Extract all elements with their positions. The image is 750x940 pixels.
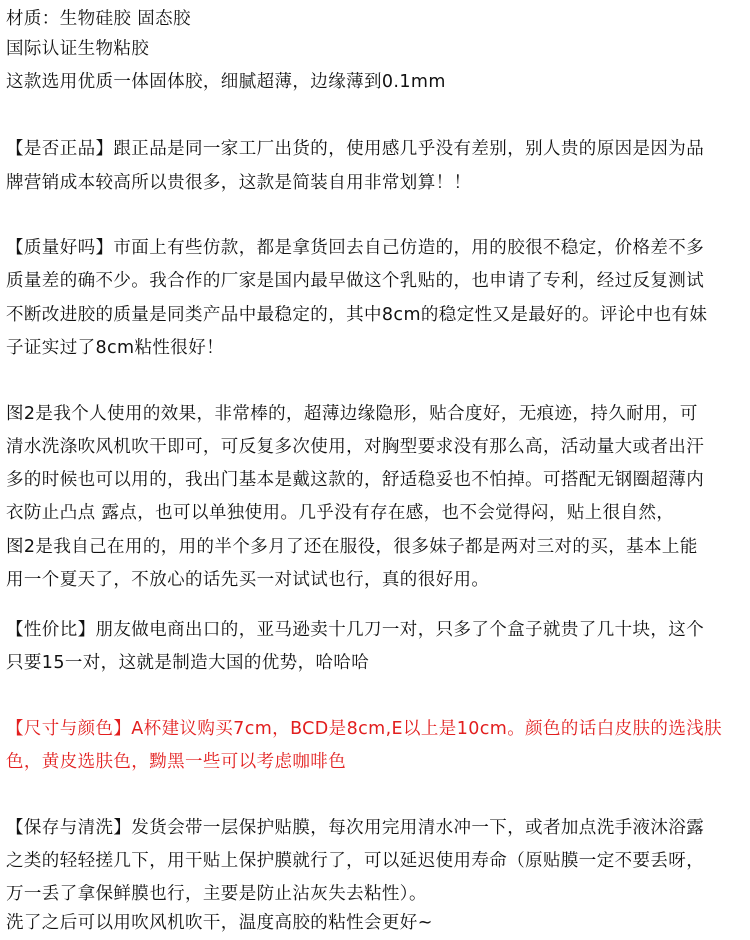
- care-paragraph-line-2: 之类的轻轻搓几下，用干贴上保护膜就行了，可以延迟使用寿命（原贴膜一定不要丢呀，: [6, 851, 705, 871]
- size-color-paragraph-line-1: 【尺寸与颜色】A杯建议购买7cm，BCD是8cm,E以上是10cm。颜色的话白皮肤的选浅肤: [6, 719, 723, 739]
- authenticity-paragraph-line-1: 【是否正品】跟正品是同一家工厂出货的，使用感几乎没有差别，别人贵的原因是因为品: [6, 139, 705, 159]
- care-paragraph-line-3: 万一丢了拿保鲜膜也行，主要是防止沾灰失去粘性）。: [6, 884, 427, 904]
- usage-paragraph-line-4: 衣防止凸点 露点，也可以单独使用。几乎没有存在感，也不会觉得闷，贴上很自然，: [6, 503, 675, 523]
- care-paragraph-line-4: 洗了之后可以用吹风机吹干，温度高胶的粘性会更好~: [6, 913, 433, 933]
- quality-paragraph-line-4: 子证实过了8cm粘性很好！: [6, 338, 225, 358]
- material-line: 材质：生物硅胶 固态胶: [6, 9, 191, 29]
- quality-paragraph-line-3: 不断改进胶的质量是同类产品中最稳定的，其中8cm的稳定性又是最好的。评论中也有妹: [6, 305, 708, 325]
- care-paragraph-line-1: 【保存与清洗】发货会带一层保护贴膜，每次用完用清水冲一下，或者加点洗手液沐浴露: [6, 818, 705, 838]
- glue-description-line: 这款选用优质一体固体胶，细腻超薄，边缘薄到0.1mm: [6, 72, 446, 92]
- value-paragraph-line-2: 只要15一对，这就是制造大国的优势，哈哈哈: [6, 653, 370, 673]
- usage-paragraph-line-3: 多的时候也可以用的，我出门基本是戴这款的，舒适稳妥也不怕掉。可搭配无钢圈超薄内: [6, 470, 705, 490]
- authenticity-paragraph-line-2: 牌营销成本较高所以贵很多，这款是简装自用非常划算！！: [6, 173, 472, 193]
- certification-line: 国际认证生物粘胶: [6, 39, 150, 59]
- usage-paragraph-line-6: 用一个夏天了，不放心的话先买一对试试也行，真的很好用。: [6, 570, 490, 590]
- quality-paragraph-line-2: 质量差的确不少。我合作的厂家是国内最早做这个乳贴的，也申请了专利，经过反复测试: [6, 271, 705, 291]
- value-paragraph-line-1: 【性价比】朋友做电商出口的，亚马逊卖十几刀一对，只多了个盒子就贵了几十块，这个: [6, 620, 705, 640]
- usage-paragraph-line-5: 图2是我自己在用的，用的半个多月了还在服役，很多妹子都是两对三对的买，基本上能: [6, 537, 698, 557]
- size-color-paragraph-line-2: 色，黄皮选肤色，黝黑一些可以考虑咖啡色: [6, 752, 347, 772]
- usage-paragraph-line-2: 清水洗涤吹风机吹干即可，可反复多次使用，对胸型要求没有那么高，活动量大或者出汗: [6, 437, 705, 457]
- quality-paragraph-line-1: 【质量好吗】市面上有些仿款，都是拿货回去自己仿造的，用的胶很不稳定，价格差不多: [6, 238, 705, 258]
- usage-paragraph-line-1: 图2是我个人使用的效果，非常棒的，超薄边缘隐形，贴合度好，无痕迹，持久耐用，可: [6, 404, 698, 424]
